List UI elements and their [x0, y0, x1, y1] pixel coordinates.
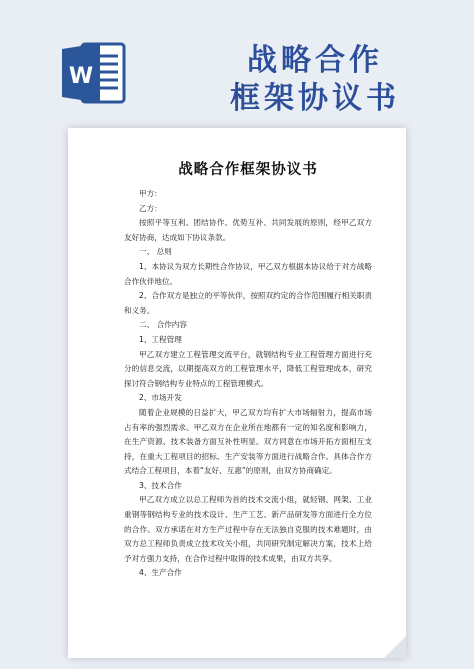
- document-paragraph: 甲乙双方建立工程管理交流平台，就钢结构专业工程管理方面进行充分的信息交流，以期提高双方的工程管理水平，降低工程管理成本，研究探讨符合钢结构专业特点的工程管理模式。: [124, 349, 372, 388]
- page-fold-corner: [384, 636, 406, 658]
- document-paragraph: 4、生产合作: [139, 568, 182, 578]
- document-paragraph: 二、 合作内容: [139, 320, 187, 330]
- document-paragraphs: [124, 216, 372, 581]
- party-b-line: 乙方：: [139, 203, 162, 213]
- svg-text:W: W: [68, 64, 94, 89]
- document-paragraph: 1、本协议为双方长期性合作协议，甲乙双方根据本协议给于对方战略合作伙伴地位。: [124, 261, 372, 286]
- document-paragraph: 按照平等互利、团结协作、优势互补、共同发展的原则，经甲乙双方友好协商，达成如下协议条款。: [124, 218, 372, 242]
- document-paragraph: 1、工程管理: [139, 334, 182, 344]
- promo-title: [190, 42, 440, 118]
- document-paragraph: 随着企业规模的日益扩大，甲乙双方均有扩大市场辐射力，提高市场占有率的强烈需求。甲乙双方在企业所在地都有一定的知名度和影响力，在生产资源、技术装备方面互补性明显。双方同意在市场开拓方面相互支持，在重大工程项目的招标、生产安装等方面进行战略合作。具体合作方式结合工程项目，本着“友好、互惠”的原则，由双方协商确定。: [124, 407, 372, 476]
- promo-title-line: 战略合作: [247, 43, 383, 78]
- document-body: [124, 158, 372, 581]
- document-title: 战略合作框架协议书: [178, 162, 318, 178]
- document-paragraph: 2、合作双方是独立的平等伙伴，按照双约定的合作范围履行相关职责和义务。: [124, 291, 372, 315]
- document-paragraph: 2、市场开发: [139, 393, 182, 403]
- word-icon: [60, 38, 130, 108]
- document-paragraph: 甲乙双方成立以总工程师为首的技术交流小组，就轻钢、网架、工业重钢等钢结构专业的技术设计、生产工艺、新产品研发等方面进行全方位的合作。双方承诺在对方生产过程中存在无法独自克服的技术难题时，由双方总工程师负责成立技术攻关小组，共同研究制定解决方案，技术上给予对方强力支持，在合作过程中取得的技术成果，由双方共享。: [124, 495, 372, 563]
- document-page: [68, 128, 406, 658]
- party-a-line: 甲方：: [139, 189, 162, 198]
- document-paragraph: 3、技术合作: [139, 480, 182, 490]
- document-paragraph: 一、 总则: [139, 247, 172, 257]
- promo-title-line: 框架协议书: [230, 81, 400, 116]
